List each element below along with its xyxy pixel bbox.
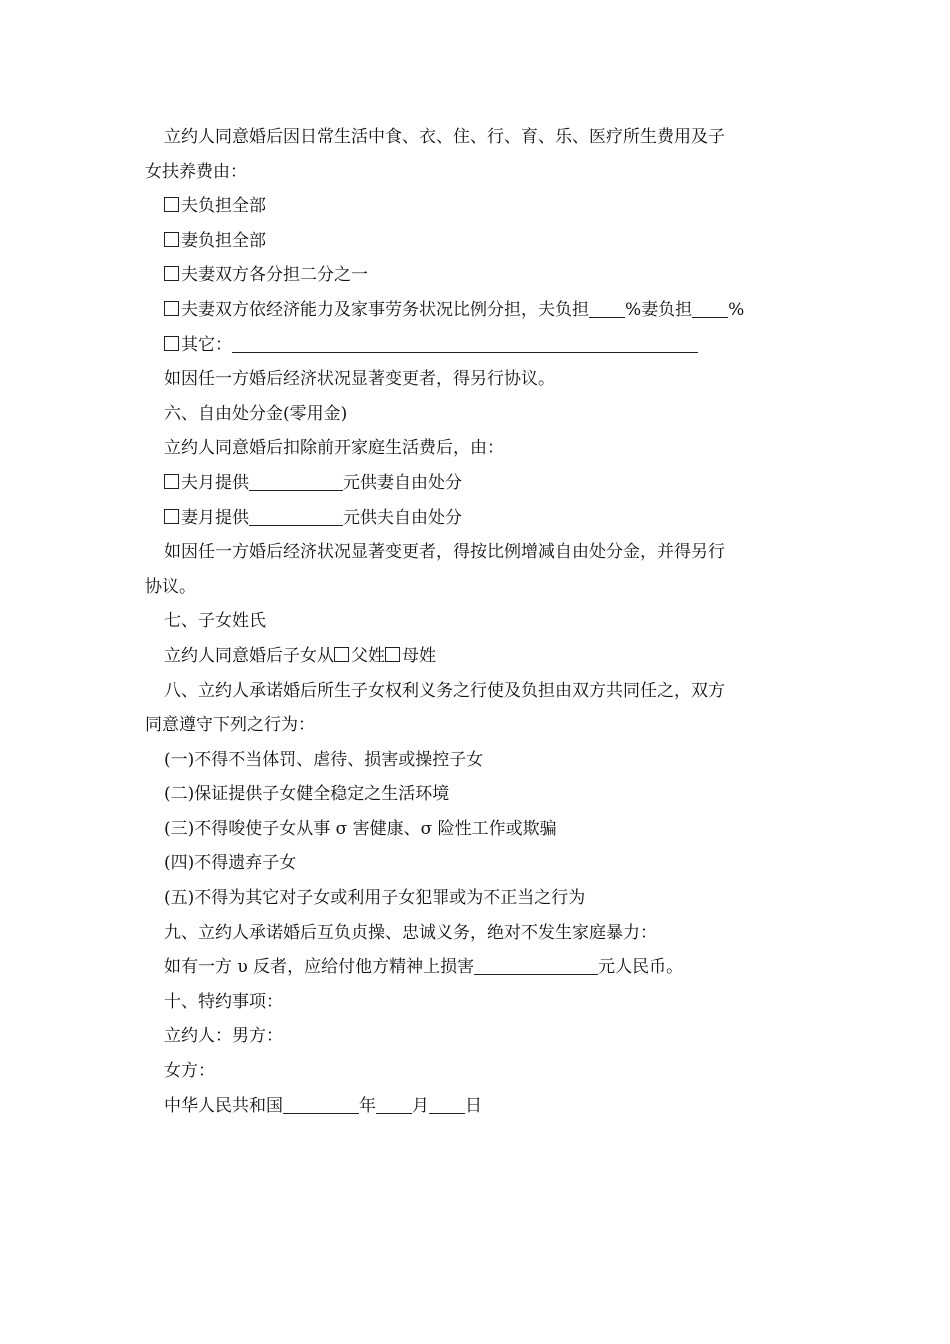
checkbox[interactable]	[164, 474, 179, 489]
amount-blank[interactable]	[249, 473, 343, 491]
expenses-option-other	[145, 328, 805, 363]
section-6-heading: 六、自由处分金(零用金)	[164, 403, 348, 424]
expenses-option-husband	[145, 189, 805, 224]
section-9-heading: 九、立约人承诺婚后互负贞操、忠诚义务，绝对不发生家庭暴力：	[164, 922, 657, 943]
option-label: 其它：	[181, 334, 232, 355]
option-label: 母姓	[402, 645, 436, 666]
option-label: %妻负担	[625, 299, 693, 320]
list-item: (一)不得不当体罚、虐待、损害或操控子女	[164, 749, 484, 770]
section-8-heading-line1: 八、立约人承诺婚后所生子女权利义务之行使及负担由双方共同任之，双方	[164, 680, 725, 701]
date-year-label: 年	[359, 1095, 376, 1116]
date-day-label: 日	[465, 1095, 482, 1116]
list-item: (五)不得为其它对子女或利用子女犯罪或为不正当之行为	[164, 888, 586, 909]
option-label: 父姓	[351, 645, 385, 666]
penalty-text: 元人民币。	[598, 957, 684, 978]
signature-date	[145, 1089, 805, 1124]
checkbox[interactable]	[334, 647, 349, 662]
allowance-intro: 立约人同意婚后扣除前开家庭生活费后，由：	[164, 438, 504, 459]
expenses-intro-line2: 女扶养费由：	[145, 161, 247, 182]
amount-blank[interactable]	[249, 508, 343, 526]
checkbox[interactable]	[164, 232, 179, 247]
option-label: 元供妻自由处分	[343, 472, 462, 493]
option-label: 元供夫自由处分	[343, 507, 462, 528]
section-8-heading-line2: 同意遵守下列之行为：	[145, 715, 315, 736]
penalty-amount-blank[interactable]	[474, 957, 598, 975]
contract-body	[145, 120, 805, 1123]
signature-female: 女方：	[164, 1061, 215, 1082]
husband-percent-blank[interactable]	[589, 300, 625, 318]
date-month-label: 月	[412, 1095, 429, 1116]
expenses-option-half	[145, 258, 805, 293]
option-label: 夫月提供	[181, 472, 249, 493]
option-label: 妻月提供	[181, 507, 249, 528]
allowance-note-line1: 如因任一方婚后经济状况显著变更者，得按比例增减自由处分金，并得另行	[164, 542, 725, 563]
option-label: 妻负担全部	[181, 230, 266, 251]
month-blank[interactable]	[376, 1096, 412, 1114]
section-10-heading: 十、特约事项：	[164, 991, 283, 1012]
list-item: (三)不得唆使子女从事 σ 害健康、σ 险性工作或欺骗	[164, 818, 557, 839]
checkbox[interactable]	[164, 266, 179, 281]
option-label: %	[728, 299, 745, 320]
expenses-option-wife	[145, 224, 805, 259]
allowance-option-husband	[145, 466, 805, 501]
allowance-option-wife	[145, 501, 805, 536]
option-label: 夫妻双方各分担二分之一	[181, 265, 368, 286]
expenses-intro-line1: 立约人同意婚后因日常生活中食、衣、住、行、育、乐、医疗所生费用及子	[164, 127, 725, 147]
other-blank[interactable]	[232, 335, 698, 353]
year-blank[interactable]	[283, 1096, 359, 1114]
list-item: (四)不得遗弃子女	[164, 853, 297, 874]
option-label: 夫妻双方依经济能力及家事劳务状况比例分担，夫负担	[181, 299, 589, 320]
option-label: 夫负担全部	[181, 196, 266, 217]
signature-parties: 立约人：男方：	[164, 1026, 283, 1047]
expenses-note: 如因任一方婚后经济状况显著变更者，得另行协议。	[164, 369, 555, 390]
fidelity-penalty	[145, 950, 805, 985]
surname-options	[145, 639, 805, 674]
surname-text: 立约人同意婚后子女从	[164, 645, 334, 666]
wife-percent-blank[interactable]	[692, 300, 728, 318]
checkbox[interactable]	[164, 509, 179, 524]
expenses-option-ratio	[145, 293, 805, 328]
penalty-text: 如有一方 υ 反者，应给付他方精神上损害	[164, 957, 475, 978]
checkbox[interactable]	[164, 197, 179, 212]
list-item: (二)保证提供子女健全稳定之生活环境	[164, 784, 450, 805]
section-7-heading: 七、子女姓氏	[164, 611, 266, 632]
checkbox[interactable]	[164, 336, 179, 351]
allowance-note-line2: 协议。	[145, 576, 196, 597]
date-prefix: 中华人民共和国	[164, 1095, 283, 1116]
checkbox[interactable]	[385, 647, 400, 662]
checkbox[interactable]	[164, 301, 179, 316]
day-blank[interactable]	[429, 1096, 465, 1114]
